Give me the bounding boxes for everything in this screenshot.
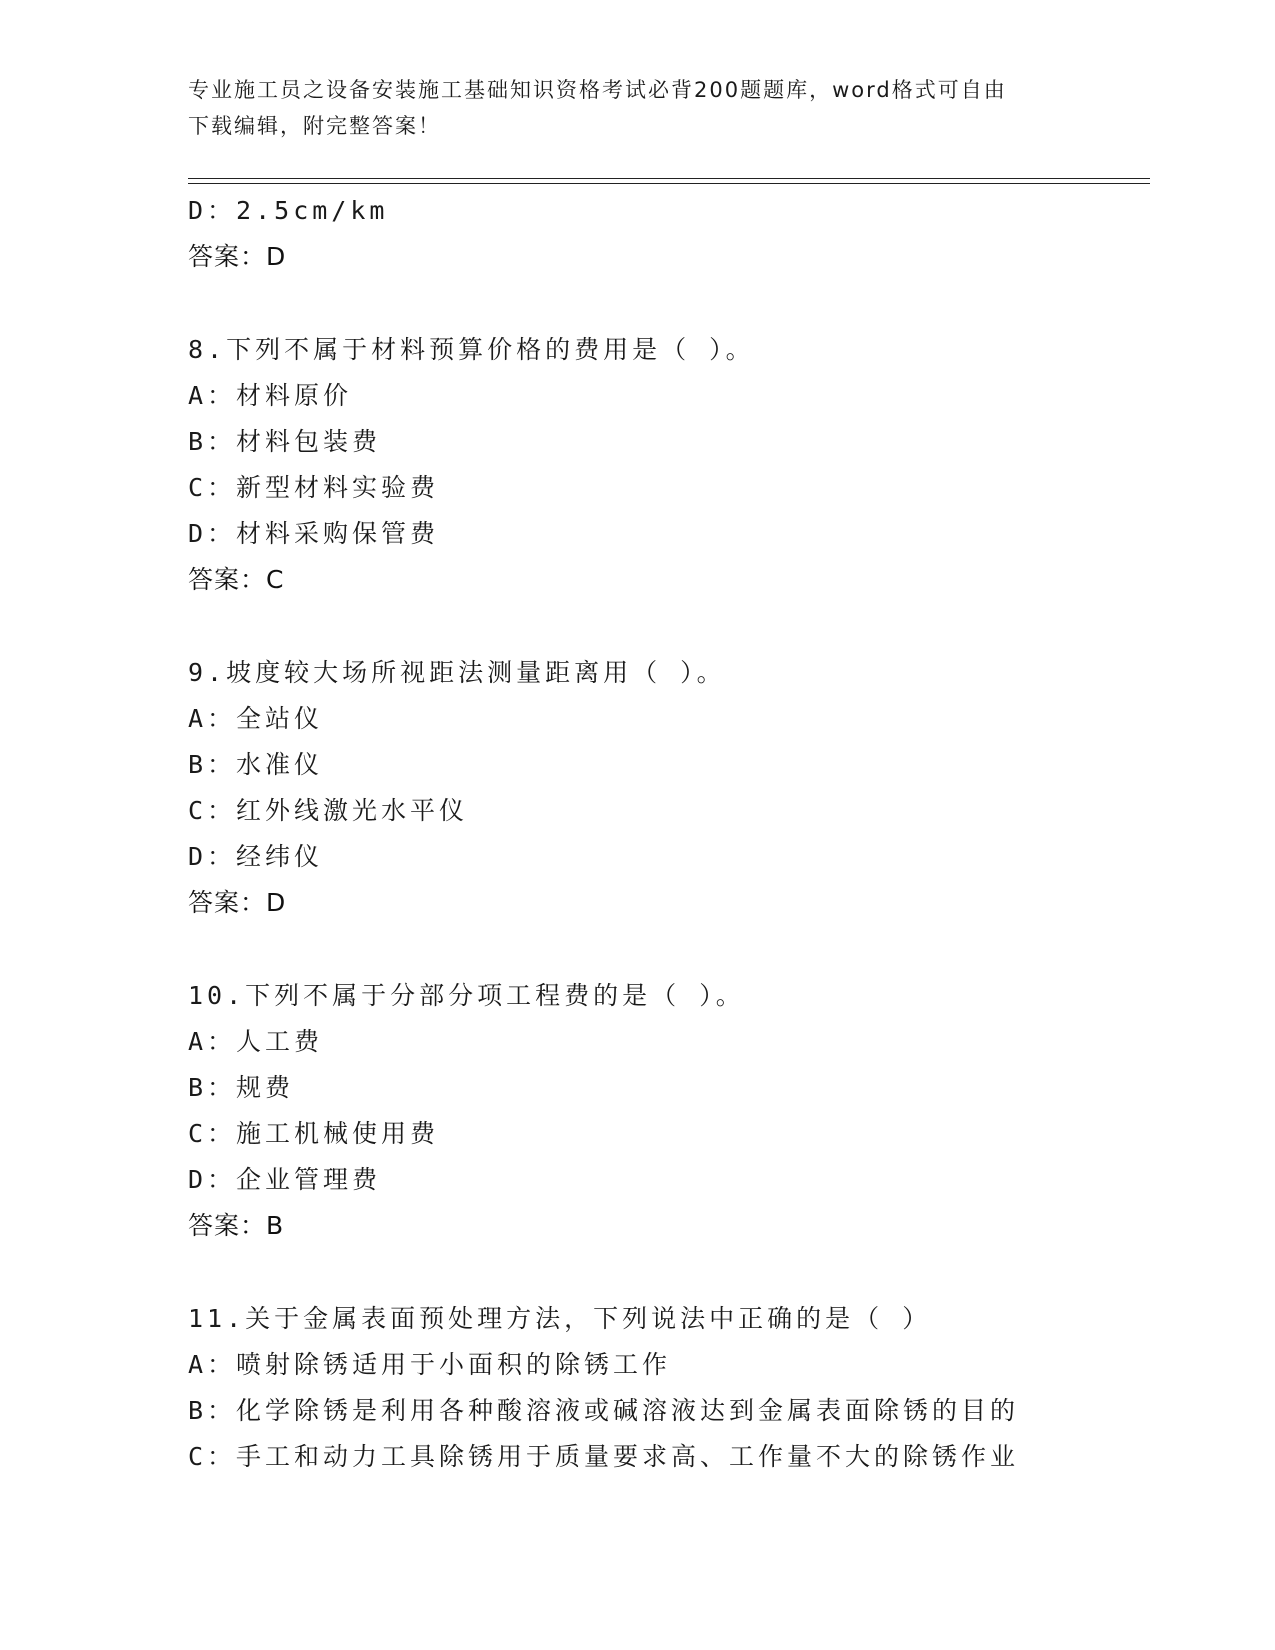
question-9 [188, 650, 1148, 926]
question-stem: 10.下列不属于分部分项工程费的是（ ）。 [188, 981, 745, 1010]
option-d: D：企业管理费 [188, 1165, 382, 1194]
option-c: C：施工机械使用费 [188, 1119, 440, 1148]
option-a: A：材料原价 [188, 381, 353, 410]
option-b: B：规费 [188, 1073, 295, 1102]
question-8 [188, 327, 1148, 603]
option-c: C：手工和动力工具除锈用于质量要求高、工作量不大的除锈作业 [188, 1442, 1020, 1471]
option-c: C：新型材料实验费 [188, 473, 440, 502]
option-a: A：喷射除锈适用于小面积的除锈工作 [188, 1350, 672, 1379]
header-divider-bottom [188, 183, 1150, 184]
prev-option-d: D：2.5cm/km [188, 196, 389, 225]
option-b: B：化学除锈是利用各种酸溶液或碱溶液达到金属表面除锈的目的 [188, 1396, 1020, 1425]
header-line-2: 下载编辑，附完整答案！ [188, 114, 441, 138]
question-list [188, 188, 1148, 1480]
option-b: B：材料包装费 [188, 427, 382, 456]
header-line-1: 专业施工员之设备安装施工基础知识资格考试必背200题题库，word格式可自由 [188, 78, 1007, 102]
option-d: D：材料采购保管费 [188, 519, 440, 548]
answer: 答案：B [188, 1211, 285, 1240]
option-a: A：全站仪 [188, 704, 324, 733]
option-b: B：水准仪 [188, 750, 324, 779]
question-stem: 8.下列不属于材料预算价格的费用是（ ）。 [188, 335, 755, 364]
header-divider-top [188, 178, 1150, 179]
question-stem: 9.坡度较大场所视距法测量距离用（ ）。 [188, 658, 726, 687]
question-11 [188, 1296, 1148, 1480]
document-header [188, 72, 1088, 144]
question-stem: 11.关于金属表面预处理方法，下列说法中正确的是（ ） [188, 1304, 932, 1333]
option-a: A：人工费 [188, 1027, 324, 1056]
answer: 答案：C [188, 565, 285, 594]
option-c: C：红外线激光水平仪 [188, 796, 469, 825]
option-d: D：经纬仪 [188, 842, 324, 871]
prev-answer: 答案：D [188, 242, 287, 271]
answer: 答案：D [188, 888, 287, 917]
question-10 [188, 973, 1148, 1249]
